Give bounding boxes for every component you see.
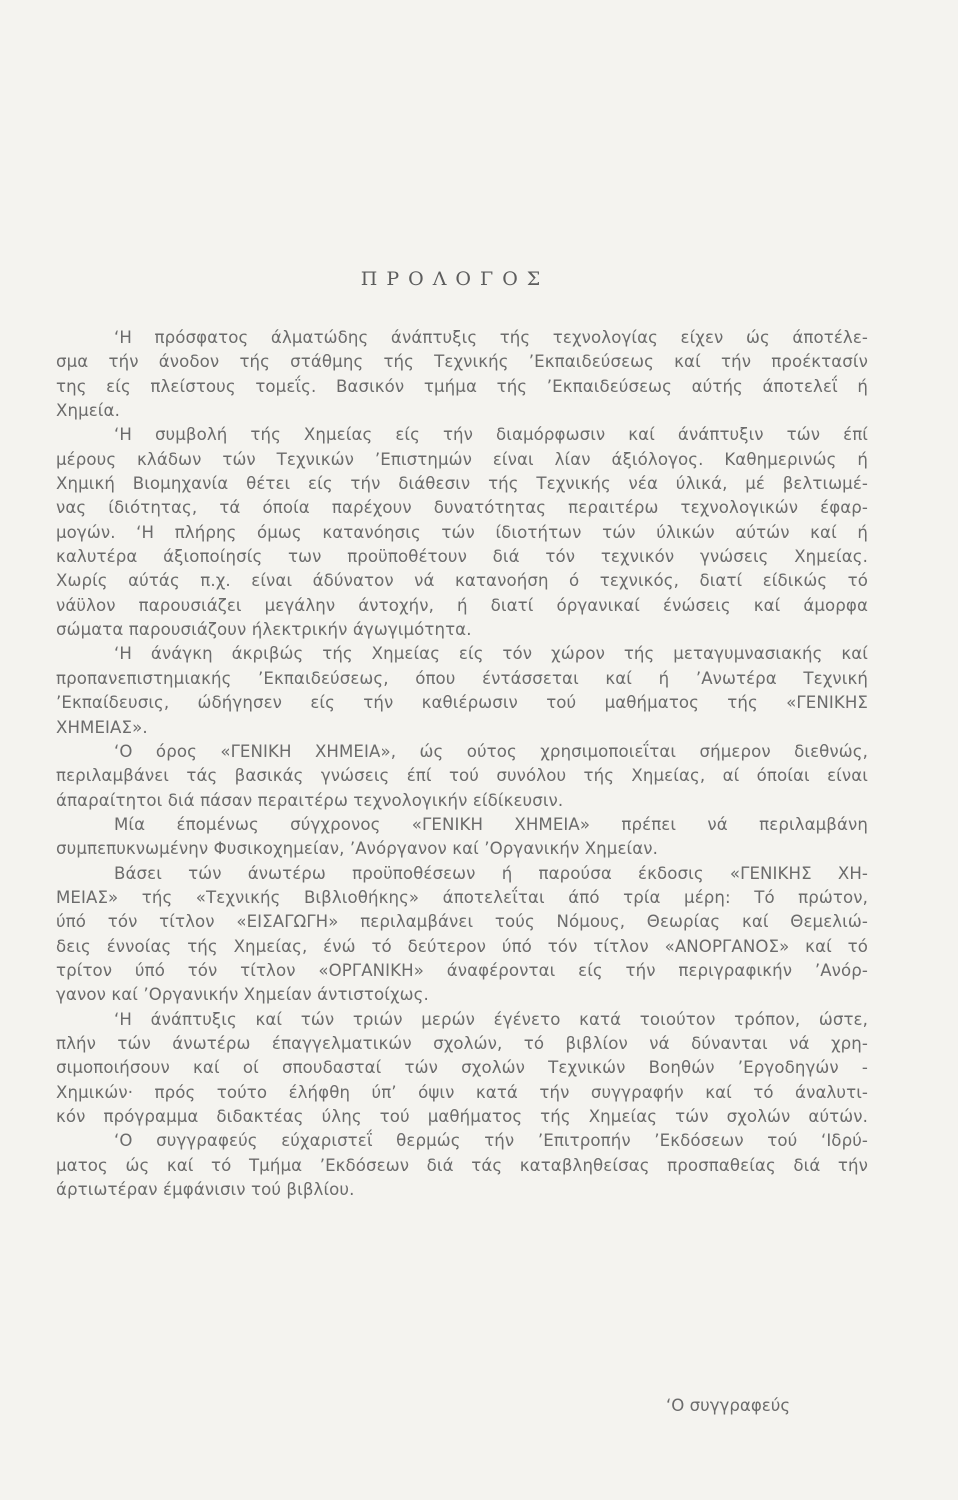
text-line: προπανεπιστημιακής ’Εκπαιδεύσεως, όπου έντάσσεται καί ή ’Ανωτέρα Τεχνική <box>56 668 868 688</box>
text-line: νάϋλον παρουσιάζει μεγάλην άντοχήν, ή διατί όργανικαί ένώσεις καί άμορφα <box>56 595 868 615</box>
text-line: συμπεπυκνωμένην Φυσικοχημείαν, ’Ανόργανον καί ’Οργανικήν Χημείαν. <box>56 839 659 859</box>
text-line: κόν πρόγραμμα διδακτέας ύλης τού μαθήματος τής Χημείας τών σχολών αύτών. <box>56 1107 868 1126</box>
text-line: Βάσει τών άνωτέρω προϋποθέσεων ή παρούσα έκδοσις «ΓΕΝΙΚΗΣ ΧΗ- <box>114 863 868 883</box>
text-line: ‘Η συμβολή τής Χημείας είς τήν διαμόρφωσιν καί άνάπτυξιν τών έπί <box>114 425 868 445</box>
text-line: ‘Η άνάγκη άκριβώς τής Χημείας είς τόν χώρον τής μεταγυμνασιακής καί <box>114 644 868 664</box>
text-line: σώματα παρουσιάζουν ήλεκτρικήν άγωγιμότητα. <box>56 620 472 640</box>
text-line: ματος ώς καί τό Τμήμα ’Εκδόσεων διά τάς καταβληθείσας προσπαθείας διά τήν <box>56 1155 868 1175</box>
text-line: ΧΗΜΕΙΑΣ». <box>56 717 148 737</box>
text-line: σμα τήν άνοδον τής στάθμης τής Τεχνικής ’Εκπαιδεύσεως καί τήν προέκτασίν <box>56 352 868 372</box>
text-line: άπαραίτητοι διά πάσαν περαιτέρω τεχνολογικήν είδίκευσιν. <box>56 790 564 810</box>
text-line: Χημικών· πρός τούτο έλήφθη ύπ’ όψιν κατά τήν συγγραφήν καί τό άναλυτι- <box>56 1082 868 1102</box>
text-line: νας ίδιότητας, τά όποία παρέχουν δυνατότητας περαιτέρω τεχνολογικών έφαρ- <box>56 498 868 518</box>
text-line: μέρους κλάδων τών Τεχνικών ’Επιστημών είναι λίαν άξιόλογος. Καθημερινώς ή <box>56 449 868 469</box>
text-line: τρίτον ύπό τόν τίτλον «ΟΡΓΑΝΙΚΗ» άναφέρονται είς τήν περιγραφικήν ’Ανόρ- <box>56 960 868 980</box>
text-line: άρτιωτέραν έμφάνισιν τού βιβλίου. <box>56 1180 355 1200</box>
text-line: Χημεία. <box>56 401 120 421</box>
text-line: ‘Ο όρος «ΓΕΝΙΚΗ ΧΗΜΕΙΑ», ώς ούτος χρησιμοποιεΐται σήμερον διεθνώς, <box>114 741 868 761</box>
text-line: ΜΕΙΑΣ» τής «Τεχνικής Βιβλιοθήκης» άποτελεΐται άπό τρία μέρη: Τό πρώτον, <box>56 887 868 907</box>
text-line: Μία έπομένως σύγχρονος «ΓΕΝΙΚΗ ΧΗΜΕΙΑ» πρέπει νά περιλαμβάνη <box>114 814 868 834</box>
text-line: Χημική Βιομηχανία θέτει είς τήν διάθεσιν τής Τεχνικής νέα ύλικά, μέ βελτιωμέ- <box>56 474 868 494</box>
text-line: σιμοποιήσουν καί οί σπουδασταί τών σχολών Τεχνικών Βοηθών ’Εργοδηγών - <box>56 1058 868 1078</box>
text-line: δεις έννοίας τής Χημείας, ένώ τό δεύτερον ύπό τόν τίτλον «ΑΝΟΡΓΑΝΟΣ» καί τό <box>56 936 868 956</box>
text-line: μογών. ‘Η πλήρης όμως κατανόησις τών ίδιοτήτων τών ύλικών αύτών καί ή <box>56 522 868 542</box>
text-line: Χωρίς αύτάς π.χ. είναι άδύνατον νά κατανοήση ό τεχνικός, διατί είδικώς τό <box>56 571 868 591</box>
text-line: ύπό τόν τίτλον «ΕΙΣΑΓΩΓΗ» περιλαμβάνει τούς Νόμους, Θεωρίας καί Θεμελιώ- <box>56 912 868 932</box>
page-title: ΠΡΟΛΟΓΟΣ <box>360 268 550 290</box>
text-line: της είς πλείστους τομεΐς. Βασικόν τμήμα τής ’Εκπαιδεύσεως αύτής άποτελεΐ ή <box>56 376 868 396</box>
text-line: καλυτέρα άξιοποίησίς των προϋποθέτουν διά τόν τεχνικόν γνώσεις Χημείας. <box>56 547 868 567</box>
text-line: ‘Η πρόσφατος άλματώδης άνάπτυξις τής τεχνολογίας είχεν ώς άποτέλε- <box>114 328 868 347</box>
text-line: ‘Η άνάπτυξις καί τών τριών μερών έγένετο κατά τοιούτον τρόπον, ώστε, <box>114 1009 868 1029</box>
text-line: ’Εκπαίδευσις, ώδήγησεν είς τήν καθιέρωσιν τού μαθήματος τής «ΓΕΝΙΚΗΣ <box>56 693 868 713</box>
text-line: περιλαμβάνει τάς βασικάς γνώσεις έπί τού συνόλου τής Χημείας, αί όποίαι είναι <box>56 766 868 786</box>
text-line: γανον καί ’Οργανικήν Χημείαν άντιστοίχως. <box>56 985 429 1005</box>
text-line: πλήν τών άνωτέρω έπαγγελματικών σχολών, τό βιβλίον νά δύνανται νά χρη- <box>56 1033 868 1053</box>
text-line: ‘Ο συγγραφεύς εύχαριστεΐ θερμώς τήν ’Επιτροπήν ’Εκδόσεων τού ‘Ιδρύ- <box>114 1131 868 1151</box>
author-signature: ‘Ο συγγραφεύς <box>666 1396 791 1415</box>
preface-text <box>56 326 868 1202</box>
